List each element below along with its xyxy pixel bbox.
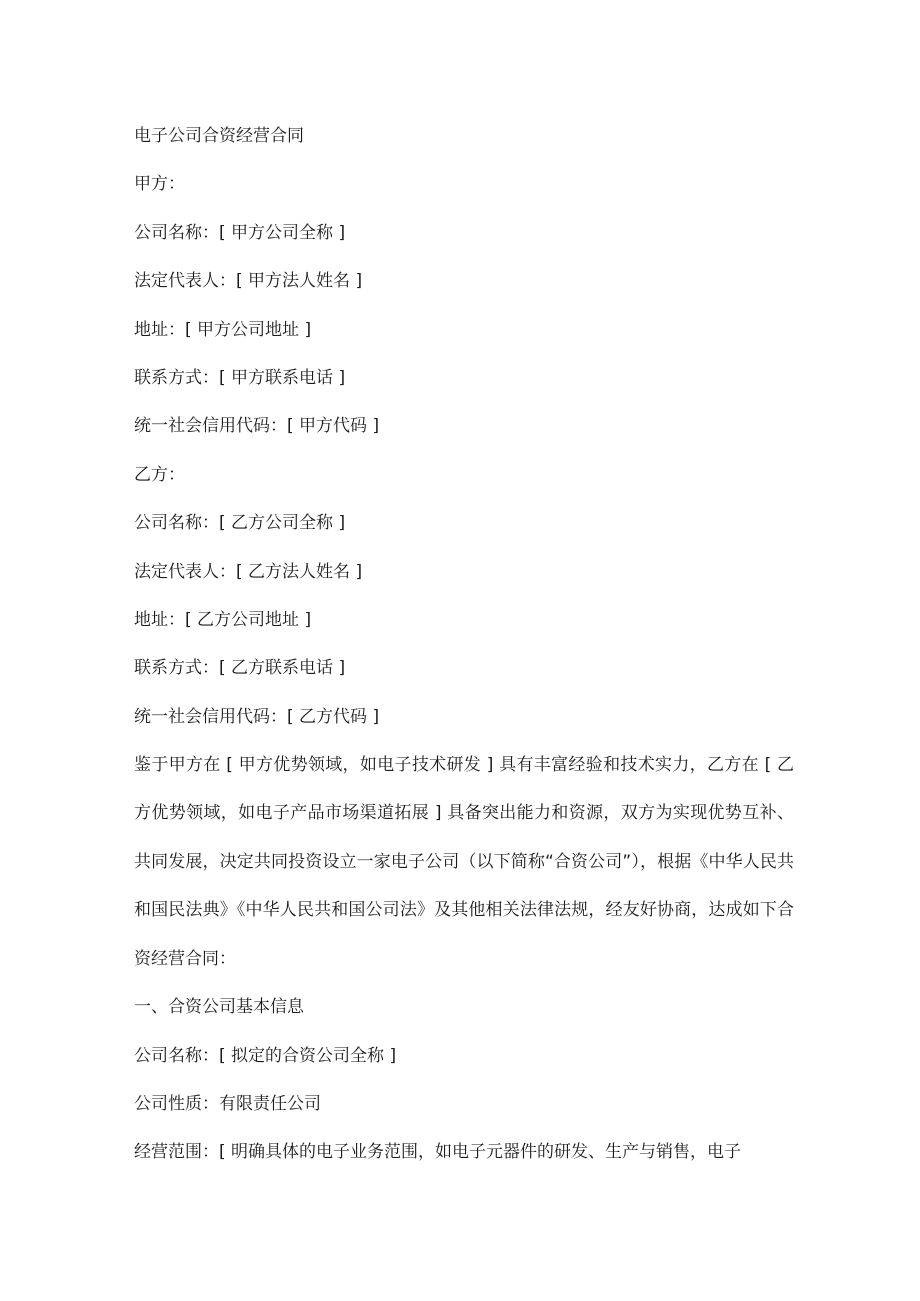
party-a-heading: 甲方：: [134, 174, 185, 195]
party-a-contact: 联系方式：[ 甲方联系电话 ]: [134, 367, 346, 388]
jv-company-nature: 公司性质：有限责任公司: [134, 1093, 321, 1114]
party-a-legal-representative: 法定代表人：[ 甲方法人姓名 ]: [134, 271, 363, 292]
document-title: 电子公司合资经营合同: [134, 126, 304, 146]
party-b-contact: 联系方式：[ 乙方联系电话 ]: [134, 658, 346, 679]
party-b-legal-representative: 法定代表人：[ 乙方法人姓名 ]: [134, 561, 363, 582]
party-b-credit-code: 统一社会信用代码：[ 乙方代码 ]: [134, 706, 380, 727]
jv-business-scope: 经营范围：[ 明确具体的电子业务范围，如电子元器件的研发、生产与销售，电子: [134, 1142, 742, 1163]
party-b-company-name: 公司名称：[ 乙方公司全称 ]: [134, 513, 346, 534]
jv-company-name: 公司名称：[ 拟定的合资公司全称 ]: [134, 1045, 397, 1066]
section-1-heading: 一、合资公司基本信息: [134, 997, 304, 1018]
party-a-company-name: 公司名称：[ 甲方公司全称 ]: [134, 222, 346, 243]
party-a-credit-code: 统一社会信用代码：[ 甲方代码 ]: [134, 416, 380, 437]
document-body: [134, 116, 794, 1181]
party-a-address: 地址：[ 甲方公司地址 ]: [134, 319, 312, 340]
preamble-paragraph: 鉴于甲方在 [ 甲方优势领域，如电子技术研发 ] 具有丰富经验和技术实力，乙方在 [ 乙方优势领域，如电子产品市场渠道拓展 ] 具备突出能力和资源，双方为实现优势互补、共同发展，决定共同投资设立一家电子公司（以下简称“合资公司”），根据《中华人民共和国民法典》《中华人民共和国公司法》及其他相关法律法规，经友好协商，达成如下合资经营合同：: [134, 754, 794, 969]
party-b-heading: 乙方：: [134, 464, 185, 485]
party-b-address: 地址：[ 乙方公司地址 ]: [134, 609, 312, 630]
